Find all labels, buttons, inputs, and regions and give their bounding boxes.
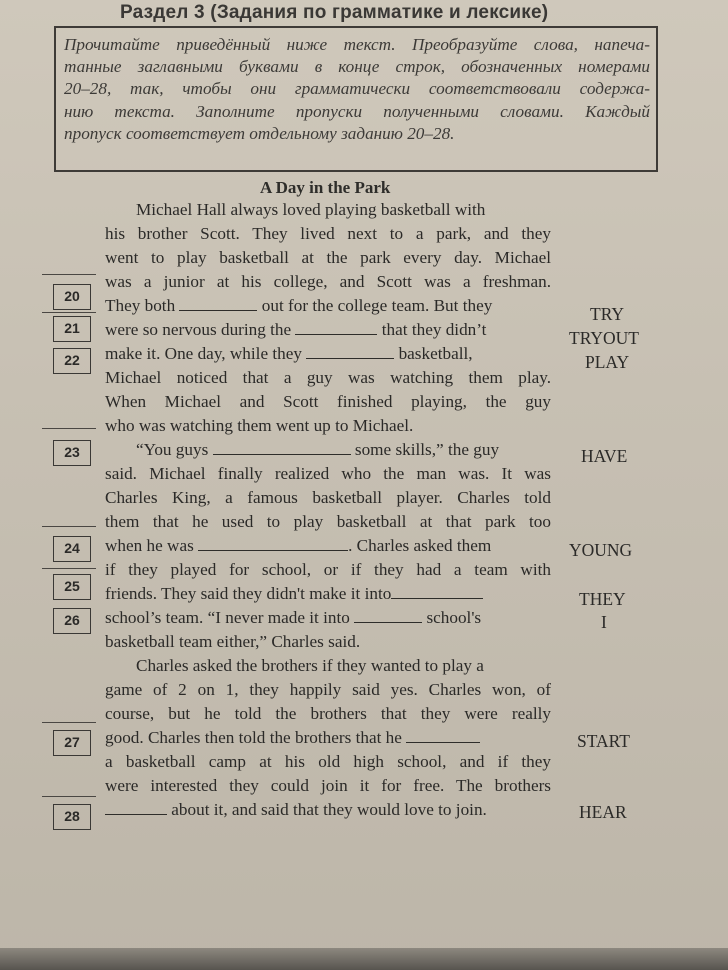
answer-blank-22[interactable] (306, 344, 394, 359)
text-fragment: “You guys (136, 440, 209, 459)
instruction-line: танные заглавными буквами в конце строк, обозначенных номерами (64, 57, 650, 77)
task-number-26: 26 (53, 608, 91, 634)
section-header: Раздел 3 (Задания по грамматике и лексике) (120, 2, 549, 23)
task-number-22: 22 (53, 348, 91, 374)
base-word-22: PLAY (585, 352, 630, 372)
text-line: course, but he told the brothers that they were really (105, 704, 551, 723)
text-fragment: They both (105, 296, 176, 315)
text-fragment: school's (426, 608, 482, 627)
base-word-20: TRY (590, 304, 625, 324)
answer-blank-21[interactable] (295, 320, 377, 335)
text-line: Charles King, a famous basketball player. Charles told (105, 488, 551, 507)
instruction-line: 20–28, так, чтобы они грамматически соответствовали содержа- (64, 79, 650, 99)
text-line: basketball team either,” Charles said. (105, 632, 361, 651)
text-title: A Day in the Park (260, 178, 391, 197)
text-fragment: were so nervous during the (105, 320, 292, 339)
text-line: game of 2 on 1, they happily said yes. Charles won, of (105, 680, 551, 699)
text-fragment: when he was (105, 536, 194, 555)
gap-line-24 (105, 536, 551, 556)
base-word-21: TRYOUT (569, 328, 639, 348)
answer-blank-26[interactable] (354, 608, 422, 623)
gap-line-27 (105, 728, 551, 748)
text-line: his brother Scott. They lived next to a park, and they (105, 224, 551, 243)
margin-rule (42, 722, 96, 723)
task-number-28: 28 (53, 804, 91, 830)
page-edge-shadow (0, 948, 728, 970)
base-word-23: HAVE (581, 446, 628, 466)
margin-rule (42, 796, 96, 797)
gap-line-23 (136, 440, 551, 460)
gap-line-28 (105, 800, 551, 820)
margin-rule (42, 526, 96, 527)
task-number-21: 21 (53, 316, 91, 342)
text-line: was a junior at his college, and Scott was a freshman. (105, 272, 551, 291)
task-number-23: 23 (53, 440, 91, 466)
base-word-28: HEAR (579, 802, 627, 822)
text-line: if they played for school, or if they had a team with (105, 560, 551, 579)
text-fragment: school’s team. “I never made it into (105, 608, 350, 627)
text-fragment: friends. They said they didn't make it into (105, 584, 392, 603)
text-line: went to play basketball at the park every day. Michael (105, 248, 551, 267)
answer-blank-24[interactable] (198, 536, 348, 551)
answer-blank-28[interactable] (105, 800, 167, 815)
text-line: them that he used to play basketball at that park too (105, 512, 551, 531)
instruction-line: Прочитайте приведённый ниже текст. Преобразуйте слова, напеча- (64, 35, 650, 54)
text-fragment: good. Charles then told the brothers that he (105, 728, 402, 747)
task-number-24: 24 (53, 536, 91, 562)
text-fragment: . Charles asked them (348, 536, 492, 555)
answer-blank-25[interactable] (391, 584, 483, 599)
text-line: who was watching them went up to Michael. (105, 416, 414, 435)
answer-blank-27[interactable] (406, 728, 480, 743)
text-line: When Michael and Scott finished playing, the guy (105, 392, 551, 411)
task-number-27: 27 (53, 730, 91, 756)
text-fragment: about it, and said that they would love to join. (171, 800, 487, 819)
gap-line-22 (105, 344, 551, 364)
margin-rule (42, 428, 96, 429)
text-fragment: that they didn’t (381, 320, 487, 339)
text-line: Michael Hall always loved playing basketball with (136, 200, 486, 219)
text-fragment: make it. One day, while they (105, 344, 302, 363)
text-line: said. Michael finally realized who the man was. It was (105, 464, 551, 483)
answer-blank-20[interactable] (179, 296, 257, 311)
text-line: were interested they could join it for free. The brothers (105, 776, 551, 795)
text-fragment: some skills,” the guy (354, 440, 500, 459)
gap-line-21 (105, 320, 551, 340)
text-fragment: out for the college team. But they (261, 296, 493, 315)
margin-rule (42, 312, 96, 313)
base-word-24: YOUNG (569, 540, 633, 560)
text-fragment: basketball, (398, 344, 473, 363)
instruction-line: пропуск соответствует отдельному заданию 20–28. (64, 123, 455, 143)
gap-line-26 (105, 608, 551, 628)
text-line: a basketball camp at his old high school, and if they (105, 752, 551, 771)
gap-line-20 (105, 296, 551, 316)
gap-line-25 (105, 584, 551, 604)
text-line: Charles asked the brothers if they wanted to play a (136, 656, 484, 675)
base-word-26: I (601, 612, 607, 632)
margin-rule (42, 274, 96, 275)
base-word-25: THEY (579, 589, 626, 609)
text-line: Michael noticed that a guy was watching them play. (105, 368, 551, 387)
margin-rule (42, 568, 96, 569)
task-number-25: 25 (53, 574, 91, 600)
task-number-20: 20 (53, 284, 91, 310)
instructions-box (54, 26, 658, 172)
base-word-27: START (577, 731, 630, 751)
instruction-line: нию текста. Заполните пропуски полученными словами. Каждый (64, 101, 650, 121)
answer-blank-23[interactable] (213, 440, 351, 455)
